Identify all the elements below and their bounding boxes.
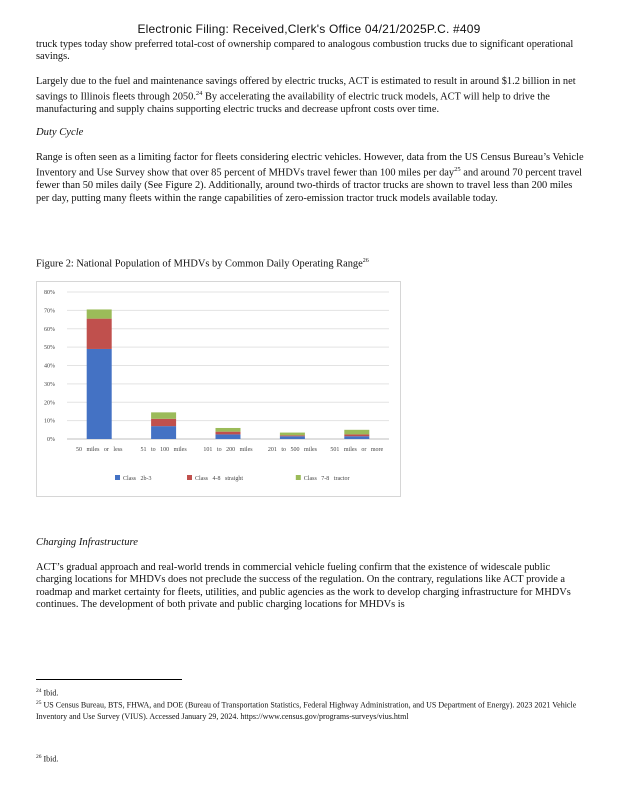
footnote-ref-25[interactable]: 25 bbox=[454, 166, 461, 174]
bar-segment bbox=[280, 436, 305, 439]
bar-segment bbox=[344, 434, 369, 436]
legend-label: Class 7-8 tractor bbox=[303, 476, 350, 482]
heading-duty-cycle: Duty Cycle bbox=[36, 127, 84, 138]
bar-segment bbox=[216, 432, 241, 435]
legend-label: Class 4-8 straight bbox=[195, 476, 243, 482]
paragraph-charging: ACT’s gradual approach and real-world trends in commercial vehicle fueling confirm that the existence of widescale public charging locations for MHDVs does not preclude the success of the regulation. On the contrary, regulations like ACT provide a roadmap and market certainty for fleets, utilities, and public agencies as the work to develop charging infrastructure for MHDVs continues. The development of both private and public charging locations for MHDVs is bbox=[36, 562, 571, 611]
filing-header: Electronic Filing: Received,Clerk's Office 04/21/2025P.C. #409 bbox=[137, 22, 481, 36]
footnote-ref-26[interactable]: 26 bbox=[362, 258, 369, 264]
y-tick-label: 10% bbox=[44, 418, 55, 425]
paragraph-savings bbox=[36, 76, 584, 117]
y-tick-label: 30% bbox=[44, 381, 55, 388]
paragraph-range bbox=[36, 152, 584, 205]
footnote-text: US Census Bureau, BTS, FHWA, and DOE (Bureau of Transportation Statistics, Federal Highway Administration, and US Department of Energy). 2023 2021 Vehicle Inventory and Use Survey (VIUS). Accessed January 29, 2024. https://www.census.gov/programs-surveys/vius.html bbox=[36, 700, 577, 721]
legend-swatch bbox=[296, 475, 301, 480]
y-tick-label: 0% bbox=[47, 437, 55, 443]
x-tick-label: 501 miles or more bbox=[330, 447, 384, 453]
x-tick-label: 50 miles or less bbox=[75, 447, 123, 453]
bar-segment bbox=[87, 349, 112, 439]
y-tick-label: 70% bbox=[44, 308, 55, 315]
footnote-text: Ibid. bbox=[43, 754, 59, 764]
figure-title-text: Figure 2: National Population of MHDVs by Common Daily Operating Range bbox=[36, 258, 363, 270]
bar-segment bbox=[151, 426, 176, 439]
y-tick-label: 40% bbox=[44, 363, 55, 370]
footnote-24 bbox=[36, 686, 584, 699]
footnote-number: 24 bbox=[36, 688, 42, 694]
footnote-text: Ibid. bbox=[43, 688, 59, 698]
footnote-separator bbox=[36, 679, 182, 680]
stacked-bar-chart bbox=[37, 282, 400, 496]
legend-swatch bbox=[187, 475, 192, 480]
footnote-number: 25 bbox=[36, 700, 42, 706]
bar-segment bbox=[216, 428, 241, 432]
bar-segment bbox=[216, 434, 241, 439]
x-tick-label: 51 to 100 miles bbox=[140, 447, 187, 453]
legend-label: Class 2b-3 bbox=[123, 476, 152, 482]
bar-segment bbox=[87, 309, 112, 318]
footnote-number: 26 bbox=[36, 754, 42, 760]
bar-segment bbox=[280, 435, 305, 436]
savings-text-b: By accelerating the availability of electric truck models, ACT will help to drive the manufacturing and supply chains supporting electric trucks and decrease upfront costs over time. bbox=[36, 91, 550, 116]
footnote-ref-24[interactable]: 24 bbox=[195, 90, 203, 98]
y-tick-label: 80% bbox=[44, 290, 55, 296]
y-tick-label: 60% bbox=[44, 326, 55, 333]
footnote-26 bbox=[36, 752, 584, 765]
bar-segment bbox=[151, 419, 176, 426]
y-tick-label: 20% bbox=[44, 400, 55, 407]
heading-charging-infrastructure: Charging Infrastructure bbox=[36, 537, 138, 548]
bar-segment bbox=[344, 436, 369, 439]
y-tick-label: 50% bbox=[44, 345, 55, 352]
legend-swatch bbox=[115, 475, 120, 480]
bar-segment bbox=[87, 319, 112, 349]
x-tick-label: 101 to 200 miles bbox=[203, 447, 253, 453]
range-text-b: and around 70 percent travel fewer than 50 miles daily (See Figure 2). Additionally, around two-thirds of tractor trucks are shown to travel less than 200 miles per day, putting many fleets within the range capabilities of zero-emission tractor truck models available today. bbox=[36, 167, 583, 204]
bar-segment bbox=[280, 433, 305, 436]
range-text-a: Range is often seen as a limiting factor for fleets considering electric vehicles. However, data from the US Census Bureau’s Vehicle Inventory and Use Survey show that over 85 percent of MHDVs travel fewer than 100 miles per day bbox=[36, 152, 584, 179]
savings-text-a: Largely due to the fuel and maintenance savings offered by electric trucks, ACT is estimated to result in around $1.2 billion in net savings to Illinois fleets through 2050. bbox=[36, 76, 576, 103]
bar-segment bbox=[151, 412, 176, 418]
footnote-25 bbox=[36, 698, 584, 722]
x-tick-label: 201 to 500 miles bbox=[267, 447, 317, 453]
figure-title bbox=[36, 258, 369, 269]
paragraph-tco: truck types today show preferred total-cost of ownership compared to analogous combustion trucks due to significant operational savings. bbox=[36, 39, 574, 63]
chart-container bbox=[36, 281, 401, 497]
bar-segment bbox=[344, 430, 369, 435]
